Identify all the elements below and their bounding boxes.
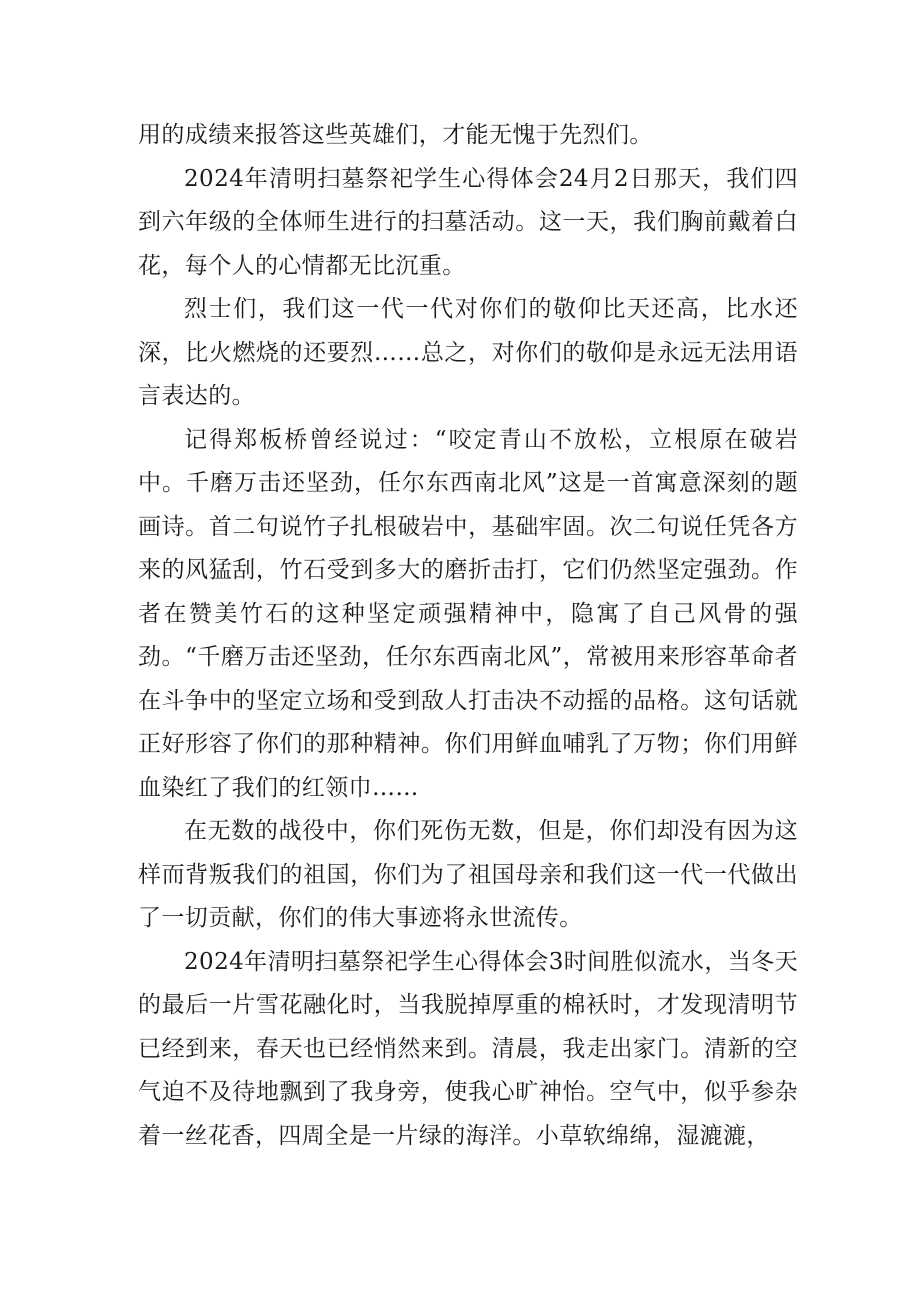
paragraph-5: 在无数的战役中，你们死伤无数，但是，你们却没有因为这样而背叛我们的祖国，你们为了祖国母亲和我们这一代一代做出了一切贡献，你们的伟大事迹将永世流传。 — [138, 818, 798, 931]
paragraph-3: 烈士们，我们这一代一代对你们的敬仰比天还高，比水还深，比火燃烧的还要烈……总之，对你们的敬仰是永远无法用语言表达的。 — [138, 296, 798, 409]
paragraph-4: 记得郑板桥曾经说过：“咬定青山不放松，立根原在破岩中。千磨万击还坚劲，任尔东西南北风”这是一首寓意深刻的题画诗。首二句说竹子扎根破岩中，基础牢固。次二句说任凭各方来的风猛刮，竹石受到多大的磨折击打，它们仍然坚定强劲。作者在赞美竹石的这种坚定顽强精神中，隐寓了自己风骨的强劲。“千磨万击还坚劲，任尔东西南北风”，常被用来形容革命者在斗争中的坚定立场和受到敌人打击决不动摇的品格。这句话就正好形容了你们的那种精神。你们用鲜血哺乳了万物；你们用鲜血染红了我们的红领巾…… — [138, 426, 798, 801]
paragraph-1: 用的成绩来报答这些英雄们，才能无愧于先烈们。 — [138, 122, 653, 148]
document-body — [138, 114, 798, 1158]
paragraph-6: 2024年清明扫墓祭祀学生心得体会3时间胜似流水，当冬天的最后一片雪花融化时，当我脱掉厚重的棉袄时，才发现清明节已经到来，春天也已经悄然来到。清晨，我走出家门。清新的空气迫不及待地飘到了我身旁，使我心旷神怡。空气中，似乎参杂着一丝花香，四周全是一片绿的海洋。小草软绵绵，湿漉漉， — [138, 948, 798, 1149]
paragraph-2: 2024年清明扫墓祭祀学生心得体会24月2日那天，我们四到六年级的全体师生进行的扫墓活动。这一天，我们胸前戴着白花，每个人的心情都无比沉重。 — [138, 165, 798, 279]
